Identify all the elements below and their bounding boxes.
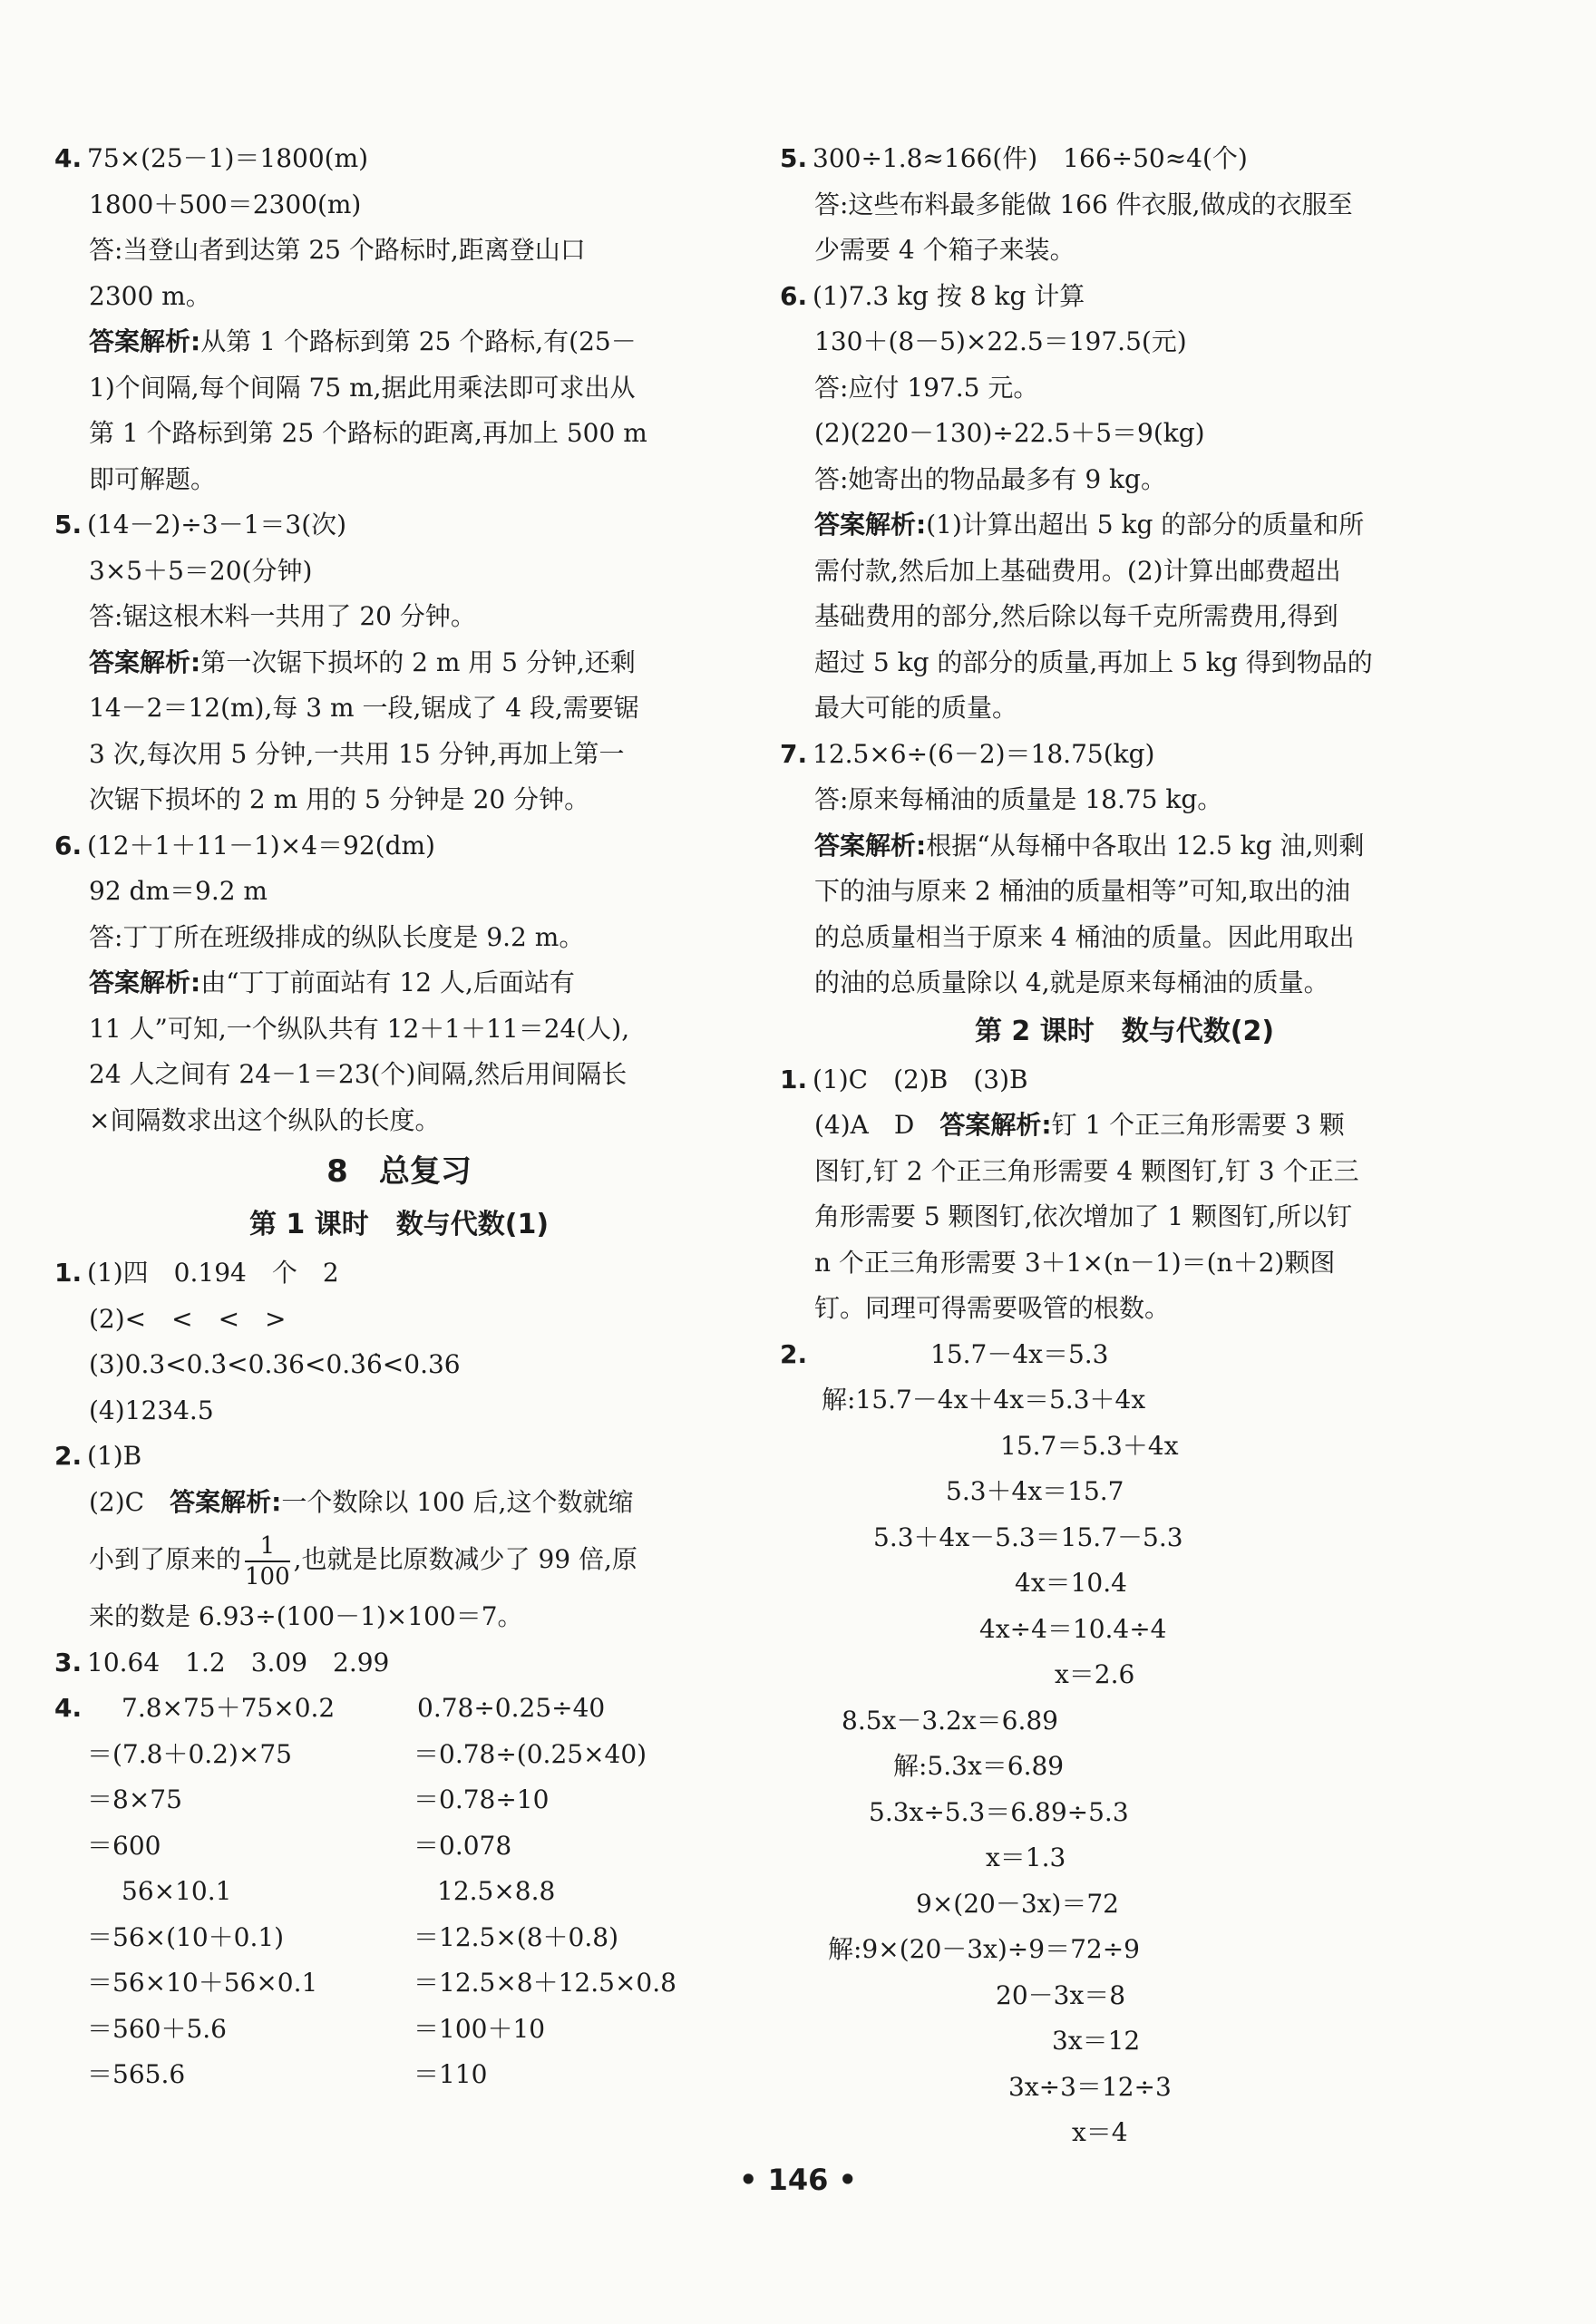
answer-6-line-1: 6. (12＋1＋11－1)×4＝92(dm) bbox=[54, 823, 744, 870]
fraction-denominator: 100 bbox=[245, 1561, 290, 1591]
explanation-r7-line-3: 的总质量相当于原来 4 桶油的质量。因此用取出 bbox=[814, 921, 1355, 952]
equation-line-4: 5.3＋4x－5.3＝15.7－5.3 bbox=[873, 1522, 1183, 1552]
explanation-6-line-3: 24 人之间有 24－1＝23(个)间隔,然后用间隔长 bbox=[89, 1059, 628, 1089]
answer-6-line-2: 92 dm＝9.2 m bbox=[89, 876, 268, 906]
review-1-line-1: 1. (1)四 0.194 个 2 bbox=[54, 1250, 744, 1297]
question-number: 4. bbox=[54, 1693, 83, 1723]
review-4-row-4: 56×10.1 12.5×8.8 bbox=[122, 1876, 556, 1906]
question-number: 3. bbox=[54, 1647, 83, 1677]
explanation-tag: 答案解析: bbox=[939, 1110, 1052, 1140]
review-4-row-5: ＝56×(10＋0.1) ＝12.5×(8＋0.8) bbox=[87, 1921, 618, 1952]
equation-line-17: x＝4 bbox=[1072, 2117, 1128, 2147]
equation-line-2: 15.7＝5.3＋4x bbox=[1000, 1430, 1179, 1461]
explanation-4-line-2: 1)个间隔,每个间隔 75 m,据此用乘法即可求出从 bbox=[89, 372, 636, 403]
lesson-1-title: 第 1 课时 数与代数(1) bbox=[248, 1209, 550, 1240]
explanation-5-line-3: 3 次,每次用 5 分钟,一共用 15 分钟,再加上第一 bbox=[89, 738, 625, 769]
review-4-row-2: ＝8×75 ＝0.78÷10 bbox=[87, 1784, 550, 1814]
equation-line-9: 解:5.3x＝6.89 bbox=[893, 1751, 1065, 1781]
question-number: 7. bbox=[780, 738, 808, 769]
lesson2-q1-line-5: n 个正三角形需要 3＋1×(n－1)＝(n＋2)颗图 bbox=[814, 1247, 1336, 1278]
answer-r7-line-1: 7. 12.5×6÷(6－2)＝18.75(kg) bbox=[780, 732, 1469, 778]
answer-r6-line-5: 答:她寄出的物品最多有 9 kg。 bbox=[814, 463, 1166, 494]
answer-r6-line-2: 130＋(8－5)×22.5＝197.5(元) bbox=[814, 326, 1187, 356]
explanation-r6-line-1: 答案解析:(1)计算出超出 5 kg 的部分的质量和所 bbox=[814, 510, 1365, 540]
review-4-row-6: ＝56×10＋56×0.1 ＝12.5×8＋12.5×0.8 bbox=[87, 1968, 676, 1998]
equation-line-16: 3x÷3＝12÷3 bbox=[1008, 2071, 1172, 2102]
answer-6-line-3: 答:丁丁所在班级排成的纵队长度是 9.2 m。 bbox=[89, 921, 585, 952]
question-number: 2. bbox=[54, 1441, 83, 1471]
question-number: 1. bbox=[780, 1064, 808, 1094]
explanation-r6-line-5: 最大可能的质量。 bbox=[814, 693, 1018, 723]
explanation-tag: 答案解析: bbox=[814, 830, 927, 861]
review-4-block bbox=[54, 1686, 744, 2098]
explanation-4-line-1: 答案解析:从第 1 个路标到第 25 个路标,有(25－ bbox=[89, 326, 637, 356]
review-2-line-1: 2. (1)B bbox=[54, 1434, 744, 1480]
review-1-line-3: (3)0.3<0.3̇<0.36<0.3̇6̇<0.36 bbox=[89, 1349, 461, 1379]
equation-line-10: 5.3x÷5.3＝6.89÷5.3 bbox=[869, 1796, 1129, 1827]
explanation-5-line-4: 次锯下损坏的 2 m 用的 5 分钟是 20 分钟。 bbox=[89, 784, 590, 814]
equation-line-11: x＝1.3 bbox=[986, 1843, 1066, 1872]
explanation-r7-line-4: 的油的总质量除以 4,就是原来每桶油的质量。 bbox=[814, 968, 1329, 997]
explanation-5-line-2: 14－2＝12(m),每 3 m 一段,锯成了 4 段,需要锯 bbox=[89, 693, 639, 723]
answer-5-line-1: 5. (14－2)÷3－1＝3(次) bbox=[54, 502, 744, 549]
explanation-tag: 答案解析: bbox=[89, 968, 201, 997]
review-2-line-2: (2)C 答案解析:一个数除以 100 后,这个数就缩 bbox=[89, 1486, 634, 1517]
fraction-numerator: 1 bbox=[259, 1532, 276, 1560]
question-number: 5. bbox=[780, 143, 808, 173]
explanation-tag: 答案解析: bbox=[89, 647, 201, 677]
equation-line-12: 9×(20－3x)＝72 bbox=[916, 1888, 1119, 1919]
equation-line-0: 2. 15.7－4x＝5.3 bbox=[780, 1332, 1469, 1378]
equation-line-3: 5.3＋4x＝15.7 bbox=[946, 1476, 1124, 1506]
lesson2-q1-line-4: 角形需要 5 颗图钉,依次增加了 1 颗图钉,所以钉 bbox=[814, 1201, 1353, 1231]
answer-r6-line-1: 6. (1)7.3 kg 按 8 kg 计算 bbox=[780, 274, 1469, 320]
equation-line-7: x＝2.6 bbox=[1055, 1659, 1135, 1689]
review-2-line-4: 来的数是 6.93÷(100－1)×100＝7。 bbox=[89, 1601, 523, 1631]
answer-r5-line-1: 5. 300÷1.8≈166(件) 166÷50≈4(个) bbox=[780, 136, 1469, 182]
explanation-r7-line-2: 下的油与原来 2 桶油的质量相等”可知,取出的油 bbox=[814, 876, 1350, 906]
question-number: 6. bbox=[54, 830, 83, 861]
explanation-tag: 答案解析: bbox=[170, 1486, 282, 1517]
answer-r5-line-3: 少需要 4 个箱子来装。 bbox=[814, 235, 1075, 265]
explanation-4-line-4: 即可解题。 bbox=[89, 463, 217, 494]
explanation-5-line-1: 答案解析:第一次锯下损坏的 2 m 用 5 分钟,还剩 bbox=[89, 647, 636, 677]
review-4-row-3: ＝600 ＝0.078 bbox=[87, 1830, 512, 1861]
review-1-line-4: (4)1234.5 bbox=[89, 1395, 214, 1425]
answer-4-line-3: 答:当登山者到达第 25 个路标时,距离登山口 bbox=[89, 235, 586, 265]
review-3-line-1: 3. 10.64 1.2 3.09 2.99 bbox=[54, 1640, 744, 1687]
answer-5-line-3: 答:锯这根木料一共用了 20 分钟。 bbox=[89, 601, 476, 631]
answer-4-line-1: 4. 75×(25－1)＝1800(m) bbox=[54, 136, 744, 182]
question-number: 4. bbox=[54, 143, 83, 173]
explanation-6-line-1: 答案解析:由“丁丁前面站有 12 人,后面站有 bbox=[89, 968, 575, 997]
answer-5-line-2: 3×5＋5＝20(分钟) bbox=[89, 555, 313, 586]
equation-line-6: 4x÷4＝10.4÷4 bbox=[979, 1613, 1167, 1644]
equation-line-13: 解:9×(20－3x)÷9＝72÷9 bbox=[828, 1934, 1140, 1964]
lesson2-q1-line-2: (4)A D 答案解析:钉 1 个正三角形需要 3 颗 bbox=[814, 1110, 1345, 1140]
question-number: 5. bbox=[54, 510, 83, 540]
answer-r7-line-2: 答:原来每桶油的质量是 18.75 kg。 bbox=[814, 784, 1223, 814]
answer-r5-line-2: 答:这些布料最多能做 166 件衣服,做成的衣服至 bbox=[814, 189, 1353, 219]
explanation-tag: 答案解析: bbox=[814, 510, 927, 540]
answer-4-line-2: 1800＋500＝2300(m) bbox=[89, 189, 362, 219]
explanation-6-line-2: 11 人”可知,一个纵队共有 12＋1＋11＝24(人), bbox=[89, 1013, 630, 1044]
answer-r6-line-4: (2)(220－130)÷22.5＋5＝9(kg) bbox=[814, 418, 1205, 448]
lesson-2-title: 第 2 课时 数与代数(2) bbox=[974, 1015, 1275, 1047]
lesson2-q1-line-3: 图钉,钉 2 个正三角形需要 4 颗图钉,钉 3 个正三 bbox=[814, 1155, 1359, 1186]
question-number: 6. bbox=[780, 280, 808, 311]
lesson2-q1-line-1: 1. (1)C (2)B (3)B bbox=[780, 1057, 1469, 1104]
equation-line-15: 3x＝12 bbox=[1052, 2026, 1141, 2056]
question-number: 1. bbox=[54, 1258, 83, 1288]
explanation-r7-line-1: 答案解析:根据“从每桶中各取出 12.5 kg 油,则剩 bbox=[814, 830, 1365, 861]
equation-line-14: 20－3x＝8 bbox=[996, 1979, 1126, 2010]
review-4-row-1: ＝(7.8＋0.2)×75 ＝0.78÷(0.25×40) bbox=[87, 1738, 647, 1769]
explanation-r6-line-3: 基础费用的部分,然后除以每千克所需费用,得到 bbox=[814, 601, 1338, 631]
explanation-r6-line-2: 需付款,然后加上基础费用。(2)计算出邮费超出 bbox=[814, 555, 1341, 586]
left-column bbox=[54, 136, 744, 2098]
page-number: • 146 • bbox=[739, 2163, 857, 2197]
explanation-6-line-4: ×间隔数求出这个纵队的长度。 bbox=[89, 1104, 441, 1135]
equation-line-8: 8.5x－3.2x＝6.89 bbox=[842, 1705, 1058, 1736]
chapter-title: 8 总复习 bbox=[326, 1153, 472, 1190]
explanation-r6-line-4: 超过 5 kg 的部分的质量,再加上 5 kg 得到物品的 bbox=[814, 647, 1373, 677]
review-1-line-2: (2)< < < > bbox=[89, 1303, 287, 1334]
explanation-4-line-3: 第 1 个路标到第 25 个路标的距离,再加上 500 m bbox=[89, 418, 647, 448]
review-2-line-3: 小到了原来的 $\frac{1}{100}$ ,也就是比原数减少了 99 倍,原 bbox=[89, 1532, 637, 1590]
review-4-row-7: ＝560＋5.6 ＝100＋10 bbox=[87, 2013, 546, 2044]
equation-line-1: 解:15.7－4x＋4x＝5.3＋4x bbox=[822, 1385, 1146, 1415]
explanation-tag: 答案解析: bbox=[89, 326, 201, 356]
answer-4-line-4: 2300 m。 bbox=[89, 280, 211, 311]
review-4-row-8: ＝565.6 ＝110 bbox=[87, 2059, 488, 2089]
answer-r6-line-3: 答:应付 197.5 元。 bbox=[814, 372, 1039, 403]
equation-line-5: 4x＝10.4 bbox=[1015, 1568, 1127, 1598]
right-column bbox=[780, 136, 1469, 2156]
fraction bbox=[245, 1532, 290, 1591]
question-number: 2. bbox=[780, 1338, 808, 1369]
lesson2-q1-line-6: 钉。同理可得需要吸管的根数。 bbox=[814, 1293, 1171, 1323]
review-4-row-0: 4. 7.8×75＋75×0.2 0.78÷0.25÷40 bbox=[54, 1686, 744, 1732]
